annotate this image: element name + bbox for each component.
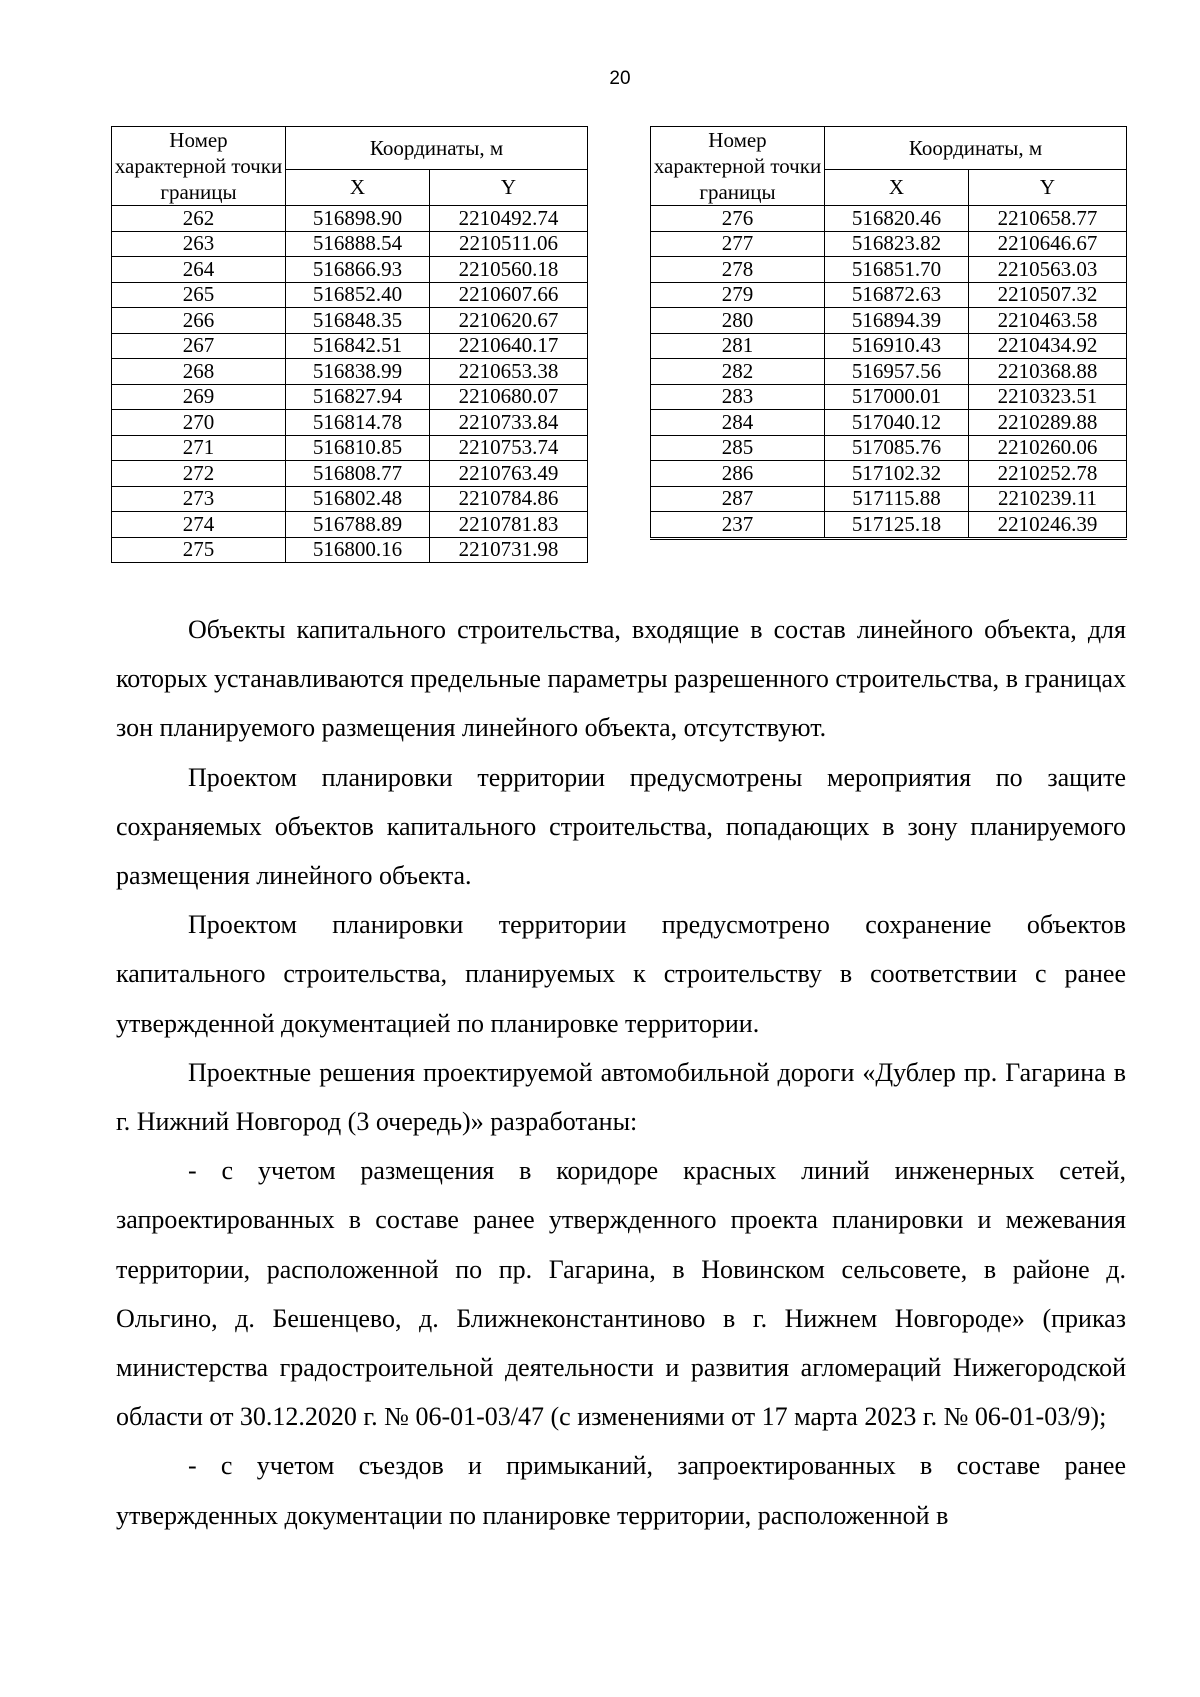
table-row <box>112 537 588 563</box>
table-row <box>112 333 588 359</box>
point-number-cell: 264 <box>112 257 286 283</box>
y-coordinate-cell: 2210563.03 <box>969 257 1127 283</box>
table-row <box>112 282 588 308</box>
coordinates-table-left <box>111 126 588 563</box>
y-coordinate-cell: 2210246.39 <box>969 512 1127 539</box>
y-coordinate-cell: 2210560.18 <box>430 257 588 283</box>
x-coordinate-cell: 516898.90 <box>286 206 430 232</box>
x-coordinate-cell: 516823.82 <box>825 231 969 257</box>
point-number-cell: 269 <box>112 384 286 410</box>
table-row <box>651 206 1127 232</box>
paragraph: Объекты капитального строительства, входящие в состав линейного объекта, для которых устанавливаются предельные параметры разрешенного строительства, в границах зон планируемого размещения линейного объекта, отсутствуют. <box>116 615 1126 743</box>
point-number-cell: 280 <box>651 308 825 334</box>
point-number-cell: 285 <box>651 435 825 461</box>
point-number-cell: 286 <box>651 461 825 487</box>
x-coordinate-cell: 516851.70 <box>825 257 969 283</box>
point-number-cell: 265 <box>112 282 286 308</box>
y-coordinate-cell: 2210239.11 <box>969 486 1127 512</box>
x-coordinate-cell: 516810.85 <box>286 435 430 461</box>
x-coordinate-cell: 516808.77 <box>286 461 430 487</box>
table-row <box>651 384 1127 410</box>
coordinates-table-right <box>650 126 1127 540</box>
x-coordinate-cell: 516814.78 <box>286 410 430 436</box>
x-coordinate-cell: 516894.39 <box>825 308 969 334</box>
x-coordinate-cell: 516827.94 <box>286 384 430 410</box>
paragraph: - с учетом размещения в коридоре красных линий инженерных сетей, запроектированных в составе ранее утвержденного проекта планировки и межевания территории, расположенной по пр. Гагарина, в Новинском сельсовете, в районе д. Ольгино, д. Бешенцево, д. Ближнеконстантиново в г. Нижнем Новгороде» (приказ министерства градостроительной деятельности и развития агломераций Нижегородской области от 30.12.2020 г. № 06-01-03/47 (с изменениями от 17 марта 2023 г. № 06-01-03/9); <box>116 1156 1126 1432</box>
point-number-cell: 267 <box>112 333 286 359</box>
x-coordinate-cell: 516788.89 <box>286 512 430 538</box>
y-coordinate-cell: 2210658.77 <box>969 206 1127 232</box>
x-coordinate-cell: 516802.48 <box>286 486 430 512</box>
header-point-number: Номер характерной точки границы <box>651 127 825 206</box>
x-coordinate-cell: 516800.16 <box>286 537 430 563</box>
y-coordinate-cell: 2210733.84 <box>430 410 588 436</box>
x-coordinate-cell: 516848.35 <box>286 308 430 334</box>
point-number-cell: 273 <box>112 486 286 512</box>
header-y: Y <box>430 169 588 205</box>
y-coordinate-cell: 2210252.78 <box>969 461 1127 487</box>
table-row <box>112 231 588 257</box>
table-row <box>651 282 1127 308</box>
point-number-cell: 263 <box>112 231 286 257</box>
point-number-cell: 262 <box>112 206 286 232</box>
x-coordinate-cell: 517115.88 <box>825 486 969 512</box>
x-coordinate-cell: 516820.46 <box>825 206 969 232</box>
table-row <box>651 435 1127 461</box>
x-coordinate-cell: 517000.01 <box>825 384 969 410</box>
y-coordinate-cell: 2210763.49 <box>430 461 588 487</box>
point-number-cell: 283 <box>651 384 825 410</box>
header-x: X <box>286 169 430 205</box>
x-coordinate-cell: 516852.40 <box>286 282 430 308</box>
body-text <box>116 605 1126 1540</box>
table-row <box>112 486 588 512</box>
header-x: X <box>825 169 969 205</box>
header-point-number: Номер характерной точки границы <box>112 127 286 206</box>
x-coordinate-cell: 516842.51 <box>286 333 430 359</box>
x-coordinate-cell: 517040.12 <box>825 410 969 436</box>
y-coordinate-cell: 2210323.51 <box>969 384 1127 410</box>
table-row <box>651 231 1127 257</box>
table-row <box>112 257 588 283</box>
point-number-cell: 281 <box>651 333 825 359</box>
y-coordinate-cell: 2210620.67 <box>430 308 588 334</box>
point-number-cell: 279 <box>651 282 825 308</box>
y-coordinate-cell: 2210289.88 <box>969 410 1127 436</box>
x-coordinate-cell: 517085.76 <box>825 435 969 461</box>
table-row <box>651 461 1127 487</box>
point-number-cell: 278 <box>651 257 825 283</box>
table-row <box>112 461 588 487</box>
header-coordinates: Координаты, м <box>825 127 1127 170</box>
y-coordinate-cell: 2210753.74 <box>430 435 588 461</box>
y-coordinate-cell: 2210260.06 <box>969 435 1127 461</box>
point-number-cell: 271 <box>112 435 286 461</box>
point-number-cell: 270 <box>112 410 286 436</box>
table-row <box>112 512 588 538</box>
x-coordinate-cell: 516957.56 <box>825 359 969 385</box>
header-y: Y <box>969 169 1127 205</box>
y-coordinate-cell: 2210434.92 <box>969 333 1127 359</box>
point-number-cell: 287 <box>651 486 825 512</box>
y-coordinate-cell: 2210646.67 <box>969 231 1127 257</box>
table-row <box>651 486 1127 512</box>
table-row <box>651 410 1127 436</box>
y-coordinate-cell: 2210680.07 <box>430 384 588 410</box>
point-number-cell: 272 <box>112 461 286 487</box>
y-coordinate-cell: 2210511.06 <box>430 231 588 257</box>
point-number-cell: 275 <box>112 537 286 563</box>
y-coordinate-cell: 2210607.66 <box>430 282 588 308</box>
point-number-cell: 282 <box>651 359 825 385</box>
table-row <box>112 359 588 385</box>
table-row <box>651 359 1127 385</box>
table-row <box>112 384 588 410</box>
x-coordinate-cell: 516910.43 <box>825 333 969 359</box>
point-number-cell: 237 <box>651 512 825 539</box>
x-coordinate-cell: 517102.32 <box>825 461 969 487</box>
point-number-cell: 268 <box>112 359 286 385</box>
y-coordinate-cell: 2210731.98 <box>430 537 588 563</box>
y-coordinate-cell: 2210368.88 <box>969 359 1127 385</box>
y-coordinate-cell: 2210653.38 <box>430 359 588 385</box>
point-number-cell: 284 <box>651 410 825 436</box>
x-coordinate-cell: 517125.18 <box>825 512 969 539</box>
y-coordinate-cell: 2210784.86 <box>430 486 588 512</box>
table-row <box>112 206 588 232</box>
x-coordinate-cell: 516838.99 <box>286 359 430 385</box>
x-coordinate-cell: 516872.63 <box>825 282 969 308</box>
y-coordinate-cell: 2210640.17 <box>430 333 588 359</box>
point-number-cell: 266 <box>112 308 286 334</box>
y-coordinate-cell: 2210781.83 <box>430 512 588 538</box>
table-row <box>112 308 588 334</box>
paragraph: Проектом планировки территории предусмотрены мероприятия по защите сохраняемых объектов капитального строительства, попадающих в зону планируемого размещения линейного объекта. <box>116 762 1126 891</box>
y-coordinate-cell: 2210463.58 <box>969 308 1127 334</box>
table-row <box>651 333 1127 359</box>
table-row <box>651 257 1127 283</box>
x-coordinate-cell: 516888.54 <box>286 231 430 257</box>
table-row <box>112 410 588 436</box>
page-number: 20 <box>609 68 631 89</box>
y-coordinate-cell: 2210507.32 <box>969 282 1127 308</box>
table-row <box>651 512 1127 539</box>
header-coordinates: Координаты, м <box>286 127 588 170</box>
point-number-cell: 276 <box>651 206 825 232</box>
paragraph: Проектные решения проектируемой автомобильной дороги «Дублер пр. Гагарина в г. Нижний Новгород (3 очередь)» разработаны: <box>116 1057 1126 1137</box>
point-number-cell: 277 <box>651 231 825 257</box>
table-row <box>112 435 588 461</box>
paragraph: - с учетом съездов и примыканий, запроектированных в составе ранее утвержденных документации по планировке территории, расположенной в <box>116 1451 1126 1530</box>
x-coordinate-cell: 516866.93 <box>286 257 430 283</box>
point-number-cell: 274 <box>112 512 286 538</box>
table-row <box>651 308 1127 334</box>
y-coordinate-cell: 2210492.74 <box>430 206 588 232</box>
paragraph: Проектом планировки территории предусмотрено сохранение объектов капитального строительства, планируемых к строительству в соответствии с ранее утвержденной документацией по планировке территории. <box>116 910 1126 1038</box>
